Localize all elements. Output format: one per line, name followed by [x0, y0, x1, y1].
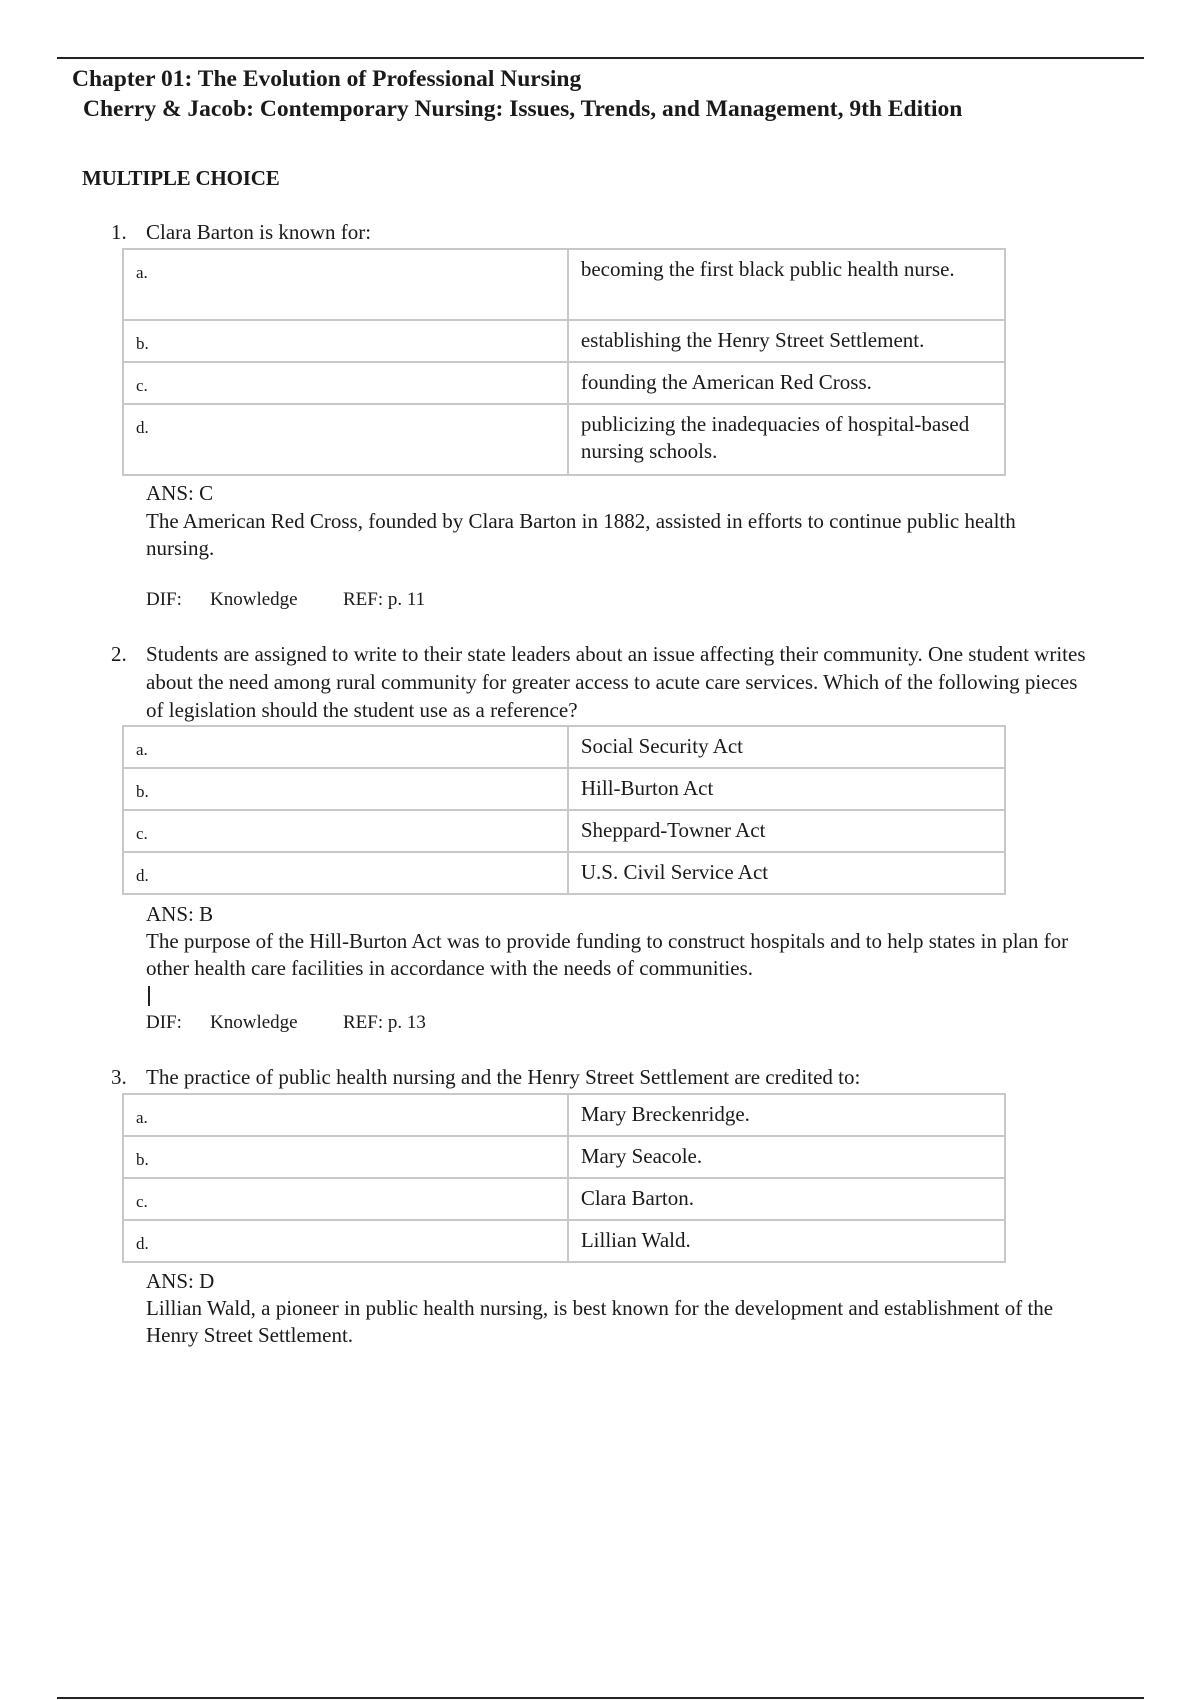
rationale: Lillian Wald, a pioneer in public health nursing, is best known for the development and establishment of the Henry Street Settlement. [146, 1296, 1054, 1347]
question-text: The practice of public health nursing and the Henry Street Settlement are credited to: [146, 1065, 861, 1089]
option-text: Sheppard-Towner Act [568, 810, 1005, 852]
option-row[interactable] [123, 1136, 1005, 1178]
question-text: Clara Barton is known for: [146, 220, 372, 244]
top-rule [57, 57, 1144, 59]
question-meta [146, 589, 425, 611]
option-letter: c. [123, 810, 568, 852]
option-row[interactable] [123, 810, 1005, 852]
option-text: founding the American Red Cross. [568, 362, 1005, 404]
rationale: The purpose of the Hill-Burton Act was to provide funding to construct hospitals and to help states in plan for other health care facilities in accordance with the needs of communities. [146, 929, 1069, 980]
difficulty: Knowledge [210, 589, 298, 610]
option-row[interactable] [123, 320, 1005, 362]
book-title: Cherry & Jacob: Contemporary Nursing: Issues, Trends, and Management, 9th Edition [83, 96, 963, 122]
option-letter: b. [123, 1136, 568, 1178]
option-letter: d. [123, 404, 568, 475]
option-text: U.S. Civil Service Act [568, 852, 1005, 894]
question-number: 3. [111, 1065, 127, 1089]
difficulty: Knowledge [210, 1012, 298, 1033]
chapter-title: Chapter 01: The Evolution of Professional Nursing [72, 66, 582, 92]
answer-key: ANS: D [146, 1269, 215, 1293]
option-letter: a. [123, 1094, 568, 1136]
option-letter: b. [123, 768, 568, 810]
option-row[interactable] [123, 249, 1005, 320]
option-text: Clara Barton. [568, 1178, 1005, 1220]
reference: REF: p. 11 [343, 589, 426, 610]
dif-label: DIF: [146, 1012, 182, 1033]
option-text: Mary Seacole. [568, 1136, 1005, 1178]
option-letter: c. [123, 362, 568, 404]
option-text: Lillian Wald. [568, 1220, 1005, 1262]
question-number: 1. [111, 220, 127, 244]
option-row[interactable] [123, 362, 1005, 404]
option-row[interactable] [123, 1094, 1005, 1136]
option-row[interactable] [123, 726, 1005, 768]
question-stem [111, 1063, 1091, 1091]
option-letter: c. [123, 1178, 568, 1220]
question-stem [111, 640, 1091, 724]
question-stem [111, 218, 1091, 246]
options-table [122, 725, 1006, 895]
question-meta [146, 1012, 426, 1034]
option-text: publicizing the inadequacies of hospital-based nursing schools. [568, 404, 1005, 475]
question-number: 2. [111, 642, 127, 666]
option-row[interactable] [123, 768, 1005, 810]
answer-key: ANS: B [146, 902, 214, 926]
option-row[interactable] [123, 404, 1005, 475]
question-text: Students are assigned to write to their state leaders about an issue affecting their community. One student writes about the need among rural community for greater access to acute care services. Which of the following pieces of legislation should the student use as a reference? [146, 642, 1086, 722]
option-text: Hill-Burton Act [568, 768, 1005, 810]
answer-key: ANS: C [146, 481, 214, 505]
option-letter: a. [123, 249, 568, 320]
option-letter: b. [123, 320, 568, 362]
text-cursor [148, 986, 150, 1006]
section-heading: MULTIPLE CHOICE [82, 166, 280, 190]
options-table [122, 248, 1006, 476]
option-row[interactable] [123, 1178, 1005, 1220]
bottom-rule [57, 1697, 1144, 1699]
dif-label: DIF: [146, 589, 182, 610]
option-text: establishing the Henry Street Settlement. [568, 320, 1005, 362]
option-text: becoming the first black public health nurse. [568, 249, 1005, 320]
rationale: The American Red Cross, founded by Clara Barton in 1882, assisted in efforts to continue public health nursing. [146, 509, 1016, 560]
option-text: Mary Breckenridge. [568, 1094, 1005, 1136]
options-table [122, 1093, 1006, 1263]
option-letter: a. [123, 726, 568, 768]
option-text: Social Security Act [568, 726, 1005, 768]
option-row[interactable] [123, 852, 1005, 894]
reference: REF: p. 13 [343, 1012, 426, 1033]
option-row[interactable] [123, 1220, 1005, 1262]
option-letter: d. [123, 852, 568, 894]
option-letter: d. [123, 1220, 568, 1262]
